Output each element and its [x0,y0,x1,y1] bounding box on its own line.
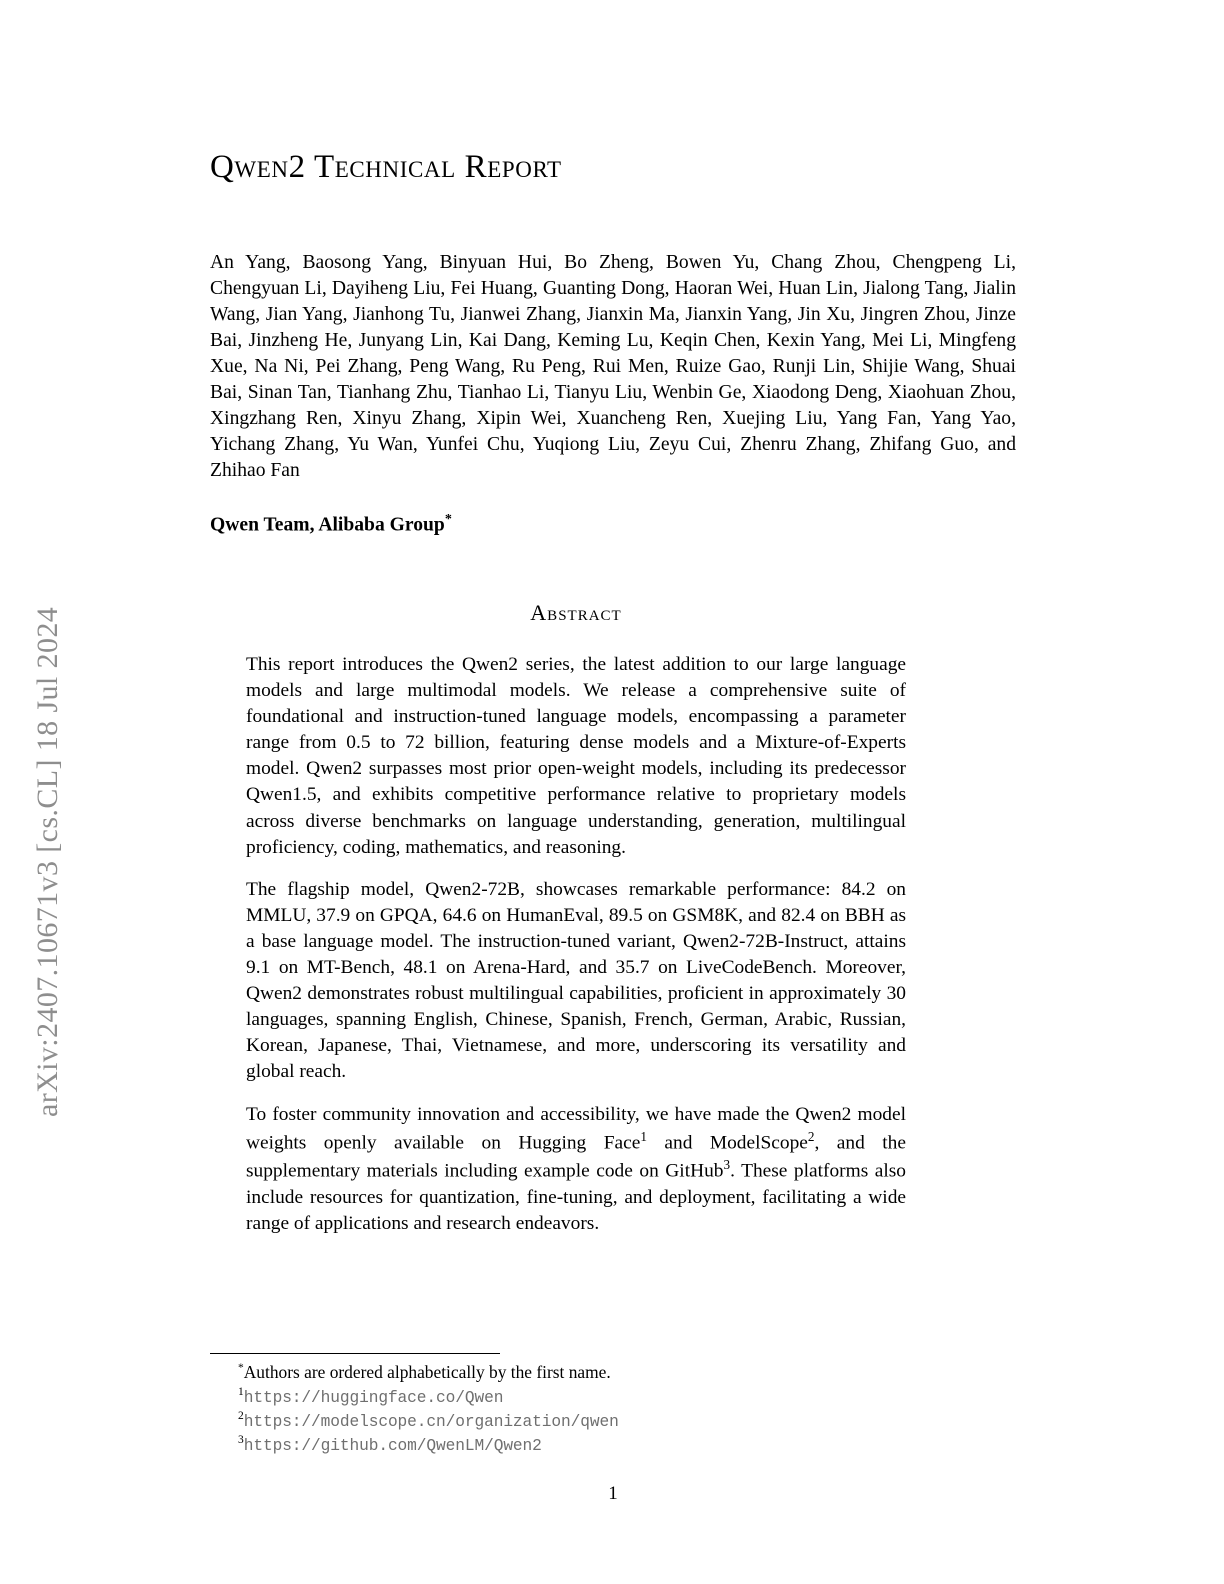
footnote-separator-rule [210,1353,500,1354]
footnote-marker-2: 2 [807,1128,815,1144]
footnote-marker-two: 2 [238,1409,244,1422]
page-title: Qwen2 Technical Report [210,149,562,185]
abstract-p3-part-2: and ModelScope [646,1132,808,1154]
abstract-p3-part-3: , and the supplementary materials including example code on GitHub [246,1132,906,1182]
footnote-github [210,1433,1016,1457]
abstract-paragraph-2: The flagship model, Qwen2-72B, showcases remarkable performance: 84.2 on MMLU, 37.9 on GPQA, 64.6 on HumanEval, 89.5 on GSM8K, and 82.4 on BBH as a base language model. The instruction-tuned variant, Qwen2-72B-Instruct, attains 9.1 on MT-Bench, 48.1 on Arena-Hard, and 35.7 on LiveCodeBench. Moreover, Qwen2 demonstrates robust multilingual capabilities, proficient in approximately 30 languages, spanning English, Chinese, Spanish, French, German, Arabic, Russian, Korean, Japanese, Thai, Vietnamese, and more, underscoring its versatility and global reach. [246,878,906,1083]
abstract-p3-part-1: To foster community innovation and accessibility, we have made the Qwen2 model weights openly available on Hugging Face [246,1103,906,1154]
footnote-huggingface [210,1385,1016,1409]
abstract-p3-part-4: . These platforms also include resources for quantization, fine-tuning, and deployment, facilitating a wide range of applications and research endeavors. [246,1160,907,1234]
huggingface-link[interactable]: https://huggingface.co/Qwen [243,1388,504,1407]
abstract-section [210,538,1016,1237]
footnote-modelscope [210,1409,1016,1433]
footnote-marker-three: 3 [238,1433,244,1446]
page-number: 1 [608,1483,618,1504]
footnote-marker-3: 3 [723,1157,731,1173]
abstract-heading: Abstract [530,600,622,626]
affiliation-text: Qwen Team, Alibaba Group [210,514,445,536]
arxiv-identifier-stamp [0,0,96,1584]
affiliation-footnote-marker: * [444,511,452,528]
github-link[interactable]: https://github.com/QwenLM/Qwen2 [243,1436,542,1455]
footnotes-section [210,1353,1016,1457]
abstract-paragraph-1: This report introduces the Qwen2 series, the latest addition to our large language models and large multimodal models. We release a comprehensive suite of foundational and instruction-tuned language models, encompassing a parameter range from 0.5 to 72 billion, featuring dense models and a Mixture-of-Experts model. Qwen2 surpasses most prior open-weight models, including its predecessor Qwen1.5, and exhibits competitive performance relative to proprietary models across diverse benchmarks on language understanding, generation, multilingual proficiency, coding, mathematics, and reasoning. [246,654,906,858]
arxiv-identifier-text: arXiv:2407.10671v3 [cs.CL] 18 Jul 2024 [31,606,64,1117]
footnote-marker-1: 1 [640,1128,647,1144]
author-list: An Yang, Baosong Yang, Binyuan Hui, Bo Zheng, Bowen Yu, Chang Zhou, Chengpeng Li, Chengyuan Li, Dayiheng Liu, Fei Huang, Guanting Dong, Haoran Wei, Huan Lin, Jialong Tang, Jialin Wang, Jian Yang, Jianhong Tu, Jianwei Zhang, Jianxin Ma, Jianxin Yang, Jin Xu, Jingren Zhou, Jinze Bai, Jinzheng He, Junyang Lin, Kai Dang, Keming Lu, Keqin Chen, Kexin Yang, Mei Li, Mingfeng Xue, Na Ni, Pei Zhang, Peng Wang, Ru Peng, Rui Men, Ruize Gao, Runji Lin, Shijie Wang, Shuai Bai, Sinan Tan, Tianhang Zhu, Tianhao Li, Tianyu Liu, Wenbin Ge, Xiaodong Deng, Xiaohuan Zhou, Xingzhang Ren, Xinyu Zhang, Xipin Wei, Xuancheng Ren, Xuejing Liu, Yang Fan, Yang Yao, Yichang Zhang, Yu Wan, Yunfei Chu, Yuqiong Liu, Zeyu Cui, Zhenru Zhang, Zhifang Guo, and Zhihao Fan [210,251,1016,481]
footnote-authors-note-text: Authors are ordered alphabetically by the first name. [243,1362,611,1382]
paper-page [210,0,1016,1584]
abstract-body [246,626,980,1237]
footnote-marker-asterisk: * [238,1362,244,1375]
affiliation-line [210,484,1016,538]
modelscope-link[interactable]: https://modelscope.cn/organization/qwen [243,1412,619,1431]
abstract-paragraph-3 [246,1102,906,1237]
footnote-authors-note [210,1361,1016,1385]
footnote-marker-one: 1 [238,1385,244,1398]
